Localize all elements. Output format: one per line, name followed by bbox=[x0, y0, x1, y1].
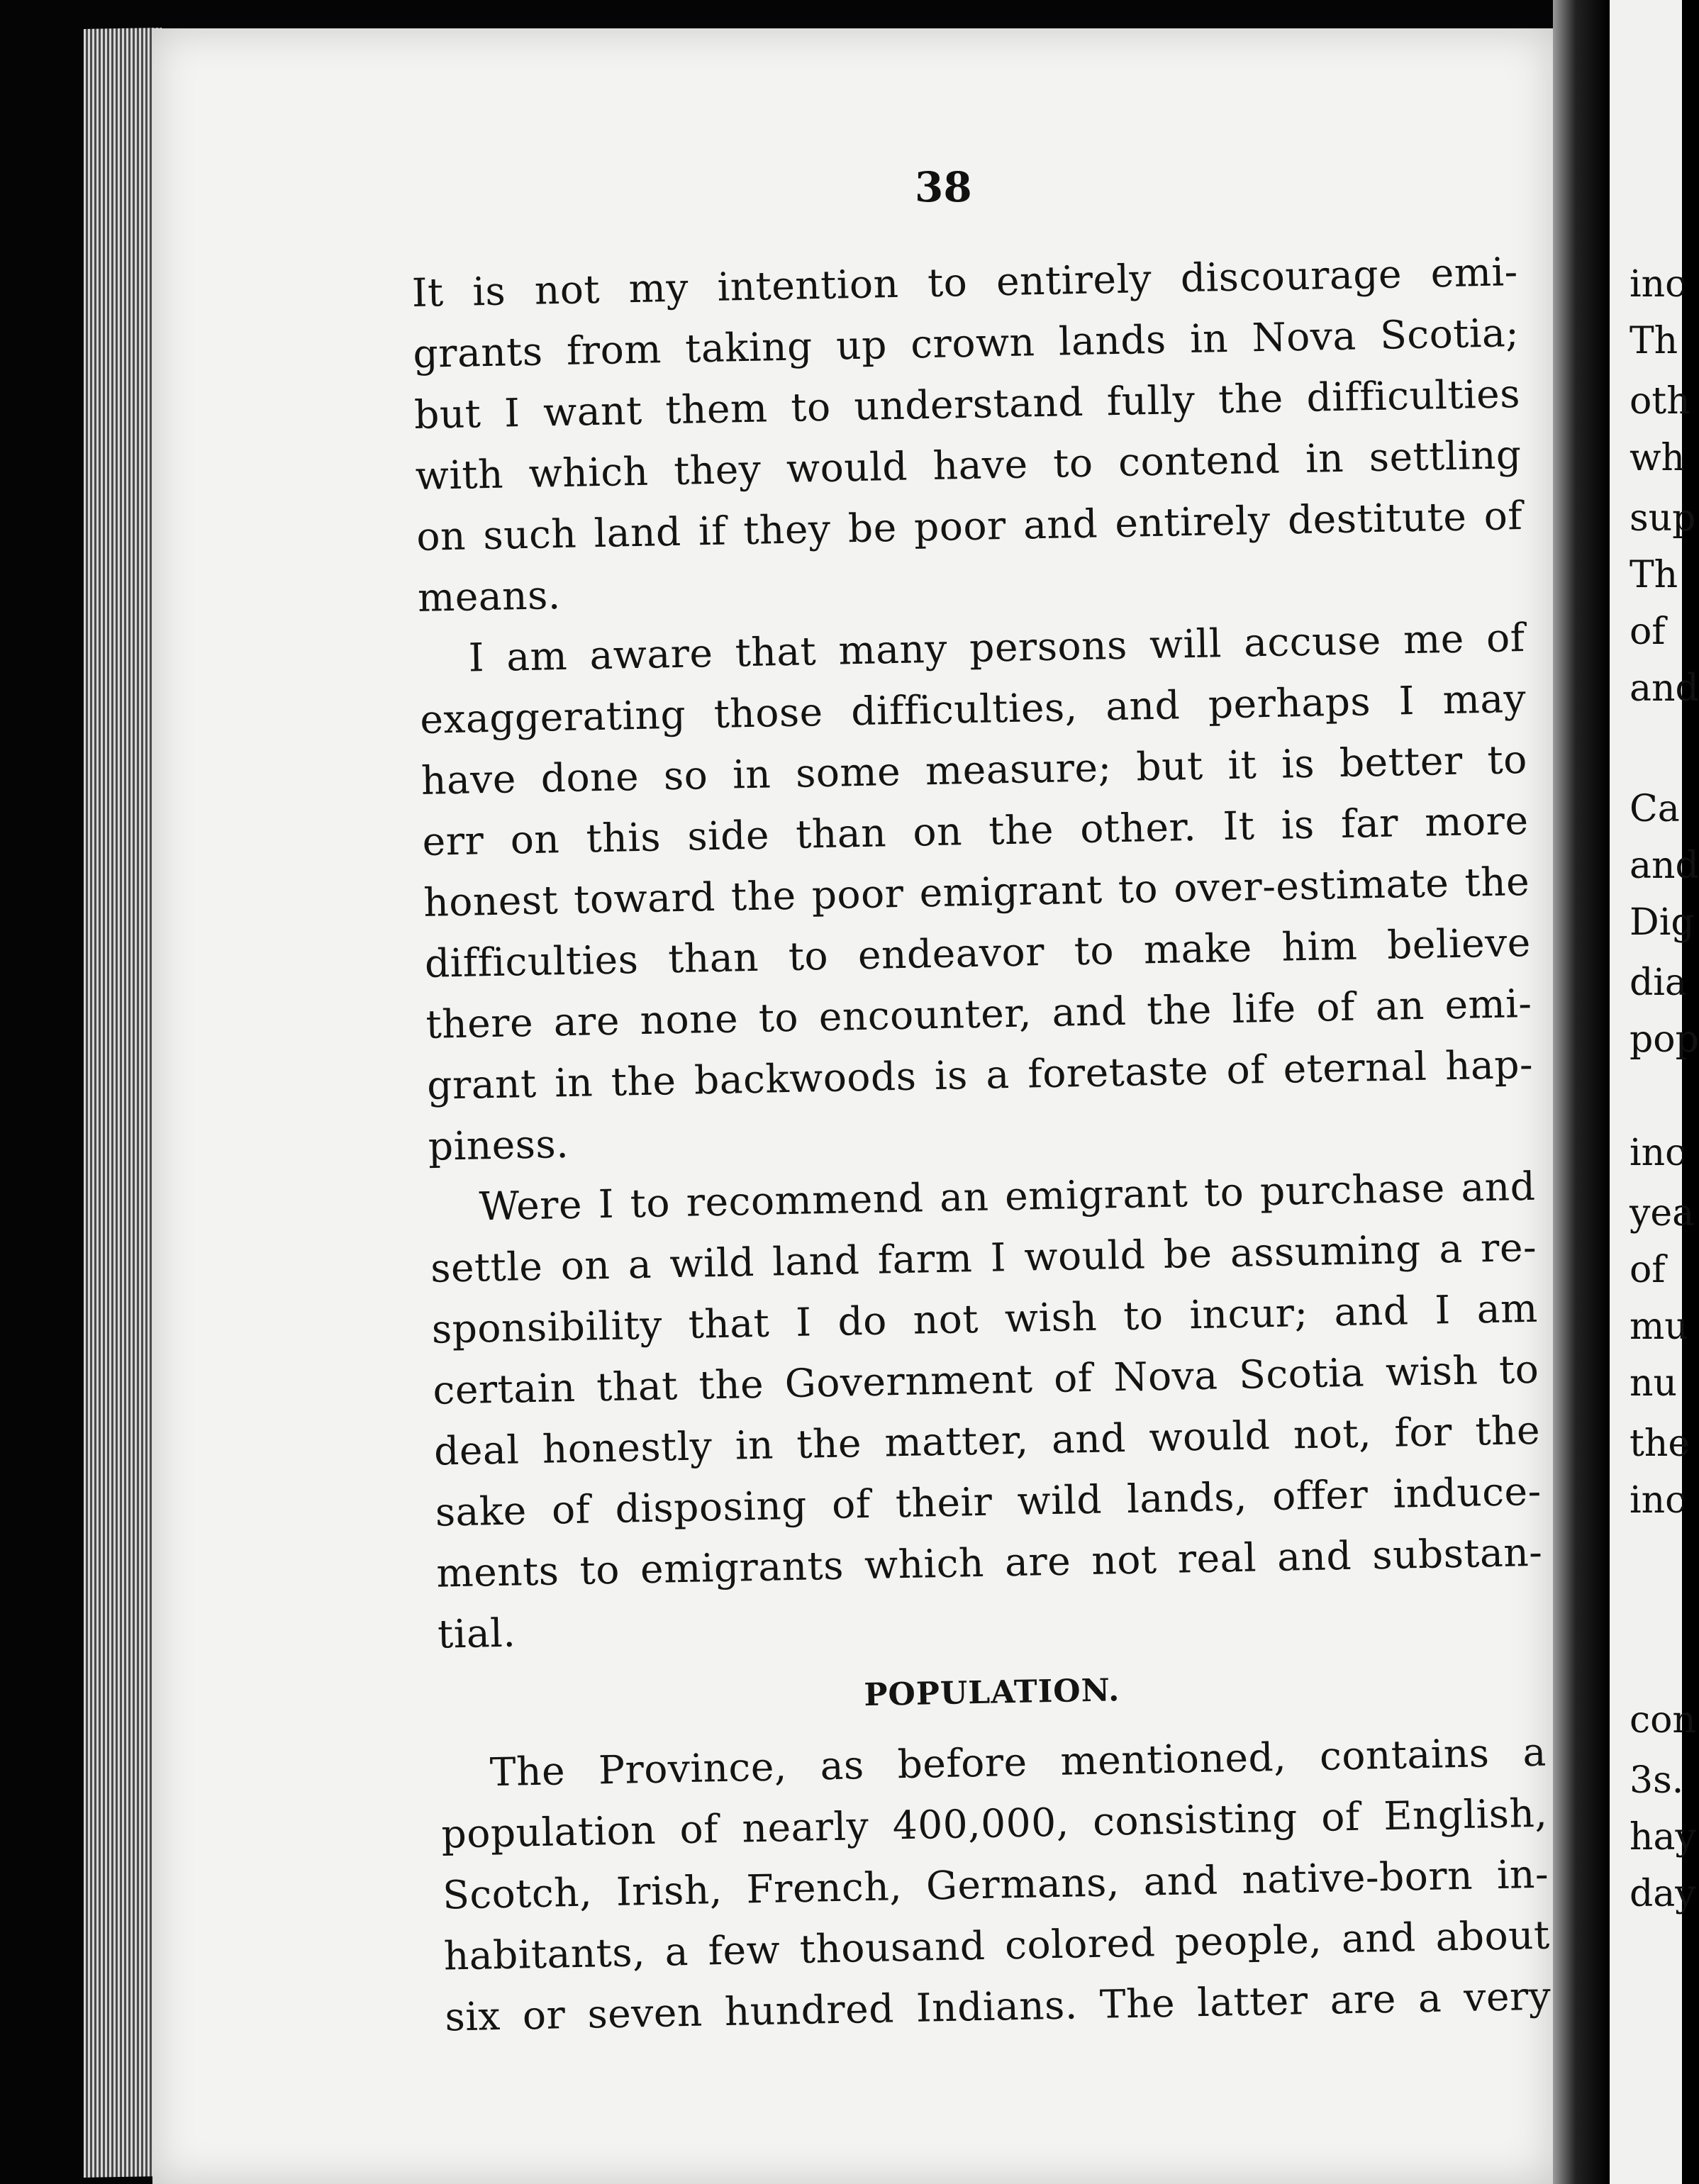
facing-fragment: of bbox=[1630, 611, 1666, 653]
facing-fragment: Th bbox=[1630, 554, 1678, 596]
facing-fragment: day bbox=[1630, 1873, 1696, 1915]
facing-fragment: yea bbox=[1630, 1192, 1695, 1235]
text-line: Were I to recommend an emigrant to purchase and bbox=[478, 1163, 1536, 1230]
text-line: on such land if they be poor and entirely destitute of bbox=[416, 492, 1523, 559]
facing-fragment: and bbox=[1630, 667, 1699, 710]
facing-fragment: Ca bbox=[1630, 788, 1680, 830]
facing-page bbox=[1610, 0, 1699, 2184]
text-line: The Province, as before mentioned, contains a bbox=[489, 1729, 1547, 1795]
facing-fragment: and bbox=[1630, 845, 1699, 887]
facing-fragment: inc bbox=[1630, 1132, 1686, 1174]
text-line: population of nearly 400,000, consisting of English, bbox=[440, 1790, 1548, 1857]
facing-fragment: of bbox=[1630, 1249, 1666, 1291]
facing-fragment: sup bbox=[1630, 497, 1696, 540]
body-text bbox=[411, 241, 1552, 2047]
text-line: I am aware that many persons will accuse me of bbox=[468, 614, 1526, 681]
facing-fragment: inc bbox=[1630, 263, 1686, 306]
facing-fragment: dia bbox=[1630, 962, 1687, 1004]
text-line: settle on a wild land farm I would be assuming a re- bbox=[430, 1224, 1537, 1291]
text-line: grants from taking up crown lands in Nova Scotia; bbox=[412, 310, 1520, 377]
text-line: deal honestly in the matter, and would not, for the bbox=[433, 1407, 1541, 1474]
text-line: six or seven hundred Indians. The latter are a very bbox=[444, 1973, 1552, 2040]
text-line: difficulties than to endeavor to make him believe bbox=[424, 919, 1532, 986]
page-edges bbox=[84, 28, 162, 2178]
facing-fragment: 3s. bbox=[1630, 1759, 1684, 1802]
text-line: means. bbox=[417, 572, 562, 620]
facing-fragment: Dig bbox=[1630, 901, 1695, 944]
text-line: Scotch, Irish, French, Germans, and native-born in- bbox=[442, 1851, 1549, 1918]
facing-fragment: con bbox=[1630, 1699, 1696, 1742]
facing-fragment: mu bbox=[1630, 1305, 1688, 1348]
text-line: certain that the Government of Nova Scotia wish to bbox=[432, 1346, 1539, 1413]
facing-fragment: hay bbox=[1630, 1816, 1696, 1859]
facing-fragment: nu bbox=[1630, 1362, 1677, 1405]
text-line: exaggerating those difficulties, and perhaps I may bbox=[419, 675, 1527, 742]
text-line: sake of disposing of their wild lands, offer induce- bbox=[435, 1468, 1542, 1535]
facing-fragment: inc bbox=[1630, 1479, 1686, 1522]
text-line: grant in the backwoods is a foretaste of eternal hap- bbox=[426, 1041, 1534, 1108]
text-line: piness. bbox=[428, 1120, 569, 1169]
text-line: ments to emigrants which are not real and substan- bbox=[435, 1529, 1543, 1596]
text-line: honest toward the poor emigrant to over-estimate the bbox=[423, 858, 1530, 925]
page-number: 38 bbox=[915, 163, 972, 211]
text-line: but I want them to understand fully the difficulties bbox=[413, 371, 1521, 438]
section-heading: POPULATION. bbox=[863, 1672, 1120, 1714]
text-line: It is not my intention to entirely discourage emi- bbox=[411, 249, 1519, 316]
text-line: with which they would have to contend in settling bbox=[415, 432, 1522, 498]
text-line: sponsibility that I do not wish to incur; and I am bbox=[431, 1285, 1539, 1352]
facing-fragment: wh bbox=[1630, 437, 1685, 479]
text-line: there are none to encounter, and the life of an emi- bbox=[425, 980, 1532, 1047]
facing-fragment: the bbox=[1630, 1422, 1690, 1465]
facing-fragment: oth bbox=[1630, 380, 1690, 423]
facing-fragment: Th bbox=[1630, 320, 1678, 362]
book-spine-shadow bbox=[1553, 0, 1610, 2184]
facing-fragment: pop bbox=[1630, 1018, 1699, 1061]
text-line: have done so in some measure; but it is better to bbox=[420, 736, 1528, 803]
text-line: err on this side than on the other. It is far more bbox=[422, 797, 1530, 864]
text-line: tial. bbox=[437, 1610, 516, 1657]
text-line: habitants, a few thousand colored people, and about bbox=[443, 1912, 1551, 1979]
